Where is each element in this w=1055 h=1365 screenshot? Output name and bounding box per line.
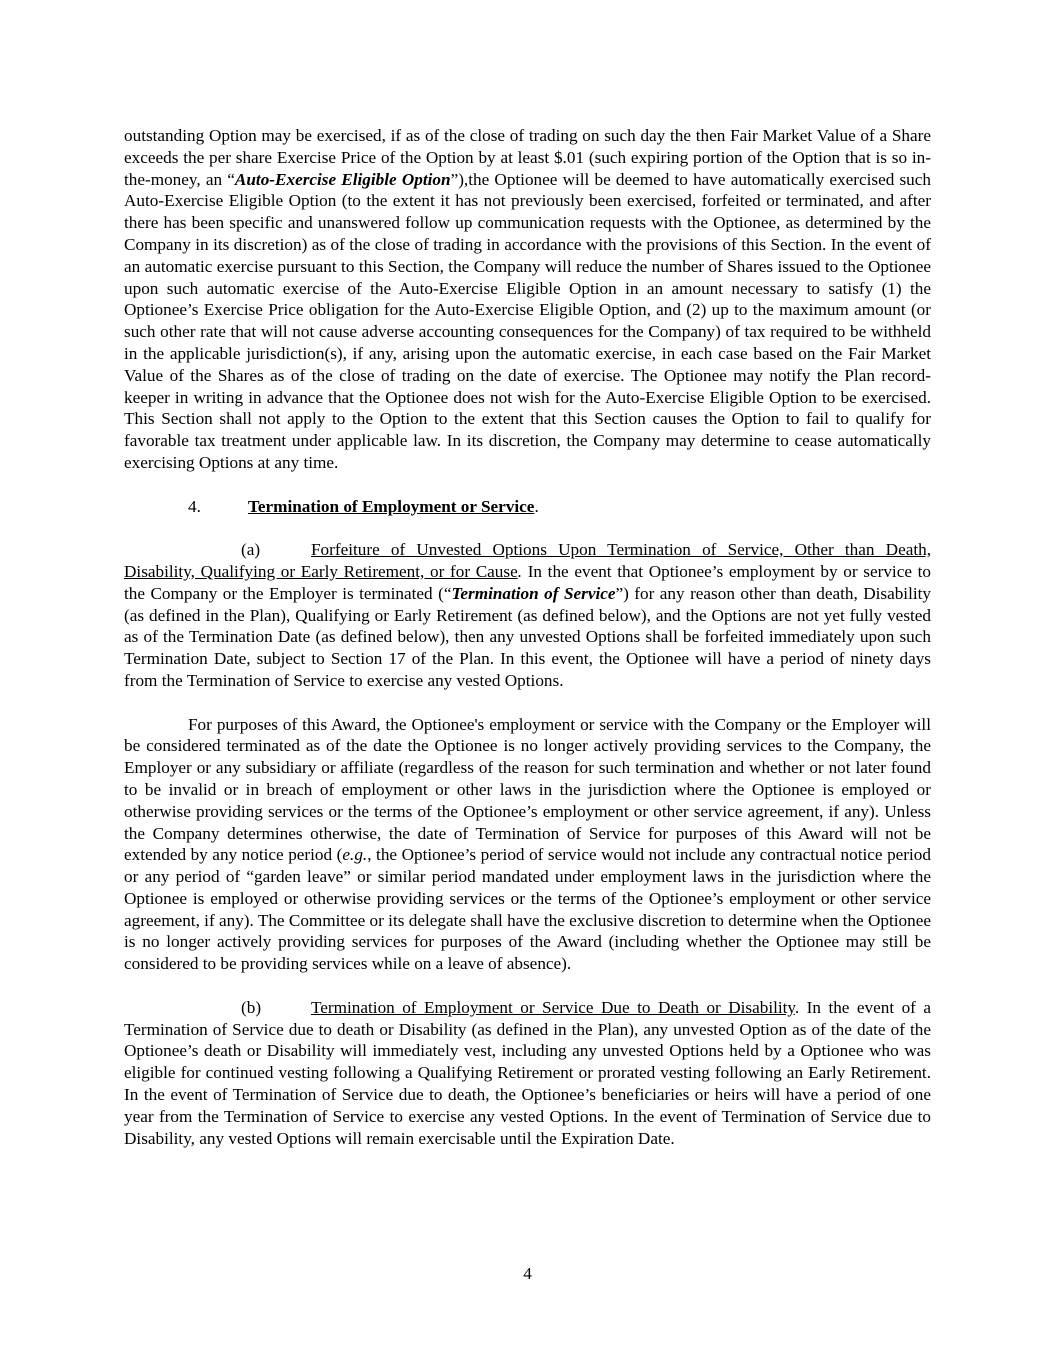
auto-exercise-text-2: ”),the Optionee will be deemed to have automatically exercised such Auto-Exercise Eligible Option (to the extent it has not previously been exercised, forfeited or terminated, and after there has been specific and unanswered follow up communication requests with the Optionee, as determined by the Company in its discretion) as of the close of trading in accordance with the provisions of this Section. In the event of an automatic exercise pursuant to this Section, the Company will reduce the number of Shares issued to the Optionee upon such automatic exercise of the Auto-Exercise Eligible Option in an amount necessary to satisfy (1) the Optionee’s Exercise Price obligation for the Auto-Exercise Eligible Option, and (2) up to the maximum amount (or such other rate that will not cause adverse accounting consequences for the Company) of tax required to be withheld in the applicable jurisdiction(s), if any, arising upon the automatic exercise, in each case based on the Fair Market Value of the Shares as of the close of trading on the date of exercise. The Optionee may notify the Plan record-keeper in writing in advance that the Optionee does not wish for the Auto-Exercise Eligible Option to be exercised. This Section shall not apply to the Option to the extent that this Section causes the Option to fail to qualify for favorable tax treatment under applicable law. In its discretion, the Company may determine to cease automatically exercising Options at any time.: [124, 169, 932, 472]
document-page: [124, 125, 931, 1149]
subsection-a-text-2: ”) for any reason other than death, Disability (as defined in the Plan), Qualifying or Early Retirement (as defined below), and the Options are not yet fully vested as of the Termination Date (as defined below), then any unvested Options shall be forfeited immediately upon such Termination Date, subject to Section 17 of the Plan. In this event, the Optionee will have a period of ninety days from the Termination of Service to exercise any vested Options.: [124, 583, 931, 690]
eg-abbreviation: e.g.: [342, 845, 368, 865]
spacer: [124, 474, 931, 496]
page-number: 4: [523, 1264, 532, 1283]
subsection-a-label: (a): [241, 540, 261, 560]
section-title-period: .: [534, 496, 539, 516]
subsection-a-heading: Forfeiture of Unvested Options Upon Termination of Service, Other than Death, Disability, Qualifying or Early Retirement, or for Cause: [124, 540, 931, 581]
purposes-text-2: , the Optionee’s period of service would not include any contractual notice period or any period of “garden leave” or similar period mandated under employment laws in the jurisdiction where the Optionee is employed or otherwise providing services or the terms of the Optionee’s employment or other service agreement, if any). The Committee or its delegate shall have the exclusive discretion to determine when the Optionee is no longer actively providing services for purposes of the Award (including whether the Optionee may still be considered to be providing services while on a leave of absence).: [124, 845, 931, 974]
purposes-text-1: For purposes of this Award, the Optionee's employment or service with the Company or the Employer will be considered terminated as of the date the Optionee is no longer actively providing services to the Company, the Employer or any subsidiary or affiliate (regardless of the reason for such termination and whether or not later found to be invalid or in breach of employment or other laws in the jurisdiction where the Optionee is employed or otherwise providing services or the terms of the Optionee’s employment or other service agreement, if any). Unless the Company determines otherwise, the date of Termination of Service for purposes of this Award will not be extended by any notice period (: [124, 714, 931, 865]
subsection-b-heading: Termination of Employment or Service Due to Death or Disability: [311, 997, 795, 1017]
subsection-b-label: (b): [241, 997, 262, 1017]
spacer: [124, 975, 931, 997]
spacer: [124, 517, 931, 539]
section-4-heading: [124, 496, 931, 518]
section-number: 4.: [188, 496, 201, 516]
termination-of-service-term: Termination of Service: [451, 583, 616, 603]
auto-exercise-eligible-option-term: Auto-Exercise Eligible Option: [234, 169, 451, 189]
subsection-b-paragraph: [124, 997, 931, 1150]
subsection-a-heading-period: .: [517, 561, 523, 581]
auto-exercise-paragraph: [124, 125, 931, 474]
auto-exercise-text-1: outstanding Option may be exercised, if as of the close of trading on such day the then Fair Market Value of a Share exceeds the per share Exercise Price of the Option by at least $.01 (such expiring portion of the Option that is so in-the-money, an “: [124, 126, 931, 189]
spacer: [124, 692, 931, 714]
subsection-b-text: In the event of a Termination of Service due to death or Disability (as defined in the Plan), any unvested Option as of the date of the Optionee’s death or Disability will immediately vest, including any unvested Options held by a Optionee who was eligible for continued vesting following a Qualifying Retirement or prorated vesting following an Early Retirement. In the event of Termination of Service due to death, the Optionee’s beneficiaries or heirs will have a period of one year from the Termination of Service to exercise any vested Options. In the event of Termination of Service due to Disability, any vested Options will remain exercisable until the Expiration Date.: [124, 997, 931, 1148]
purposes-paragraph: [124, 714, 931, 976]
subsection-a-paragraph: [124, 539, 931, 692]
subsection-b-heading-period: .: [794, 997, 800, 1017]
section-title: Termination of Employment or Service: [248, 496, 535, 516]
subsection-a-text-1: In the event that Optionee’s employment by or service to the Company or the Employer is terminated (“: [124, 561, 931, 603]
